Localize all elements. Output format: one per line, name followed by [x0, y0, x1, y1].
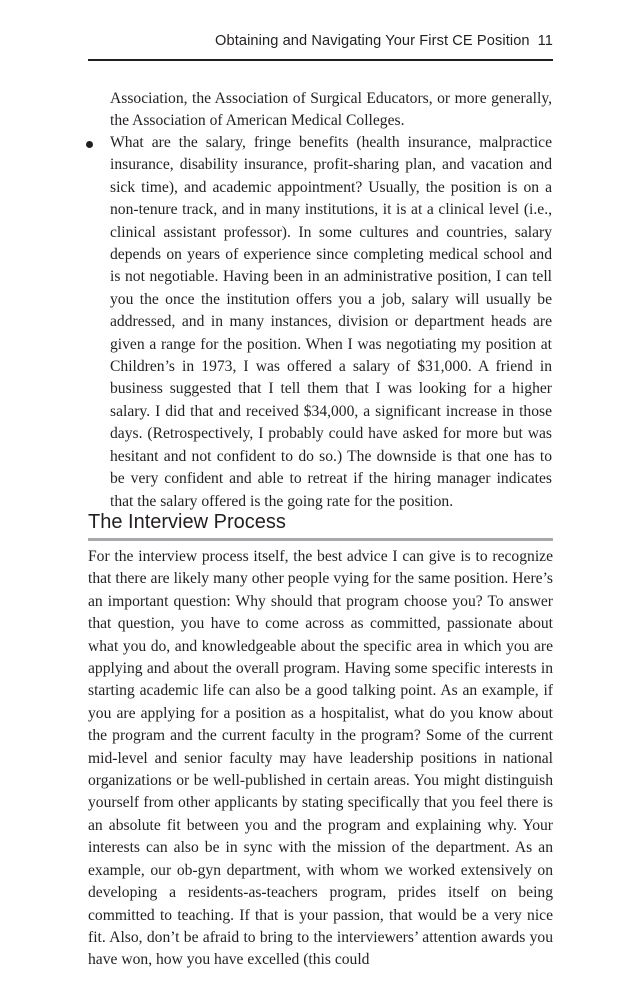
running-head: [88, 33, 553, 49]
section-rule: [88, 538, 553, 541]
page-number: 11: [537, 33, 553, 49]
running-head-title: Obtaining and Navigating Your First CE Position: [215, 33, 530, 49]
continuation-paragraph: Association, the Association of Surgical Educators, or more generally, the Association of American Medical Colleges.: [110, 90, 552, 130]
section-paragraph: For the interview process itself, the best advice I can give is to recognize that there are likely many other people vying for the same position. Here’s an important question: Why should that program choose you? To answer that question, you have to come across as committed, passionate about what you do, and knowledgeable about the specific area in which you are applying and about the overall program. Having some specific interests in starting academic life can also be a good talking point. As an example, if you are applying for a position as a hospitalist, what do you know about the program and the current faculty in the program? Some of the current mid-level and senior faculty may have leadership positions in national organizations or be well-published in certain areas. You might distinguish yourself from other applicants by stating specifically that you feel there is an absolute fit between you and the program and explaining why. Your interests can also be in sync with the mission of the department. As an example, our ob-gyn department, with whom we worked extensively on developing a residents-as-teachers program, prides itself on being committed to teaching. If that is your passion, that would be a very nice fit. Also, don’t be afraid to bring to the interviewers’ attention awards you have won, how you have excelled (this could: [88, 548, 553, 969]
header-rule: [88, 59, 553, 61]
section-heading: The Interview Process: [88, 511, 286, 533]
bullet-icon: [86, 141, 93, 148]
bullet-list-item: What are the salary, fringe benefits (health insurance, malpractice insurance, disability insurance, profit-sharing plan, and vacation and sick time), and academic appointment? Usually, the position is on a non-tenure track, and in many institutions, it is at a clinical level (i.e., clinical assistant professor). In some cultures and countries, salary depends on years of experience since completing medical school and is not negotiable. Having been in an administrative position, I can tell you the once the institution offers you a job, salary will usually be addressed, and in many instances, division or department heads are given a range for the position. When I was negotiating my position at Children’s in 1973, I was offered a salary of $31,000. A friend in business suggested that I tell them that I was looking for a higher salary. I did that and received $34,000, a significant increase in those days. (Retrospectively, I probably could have asked for more but was hesitant and not confident to do so.) The downside is that one has to be very confident and able to retreat if the hiring manager indicates that the salary offered is the going rate for the position.: [110, 134, 552, 510]
